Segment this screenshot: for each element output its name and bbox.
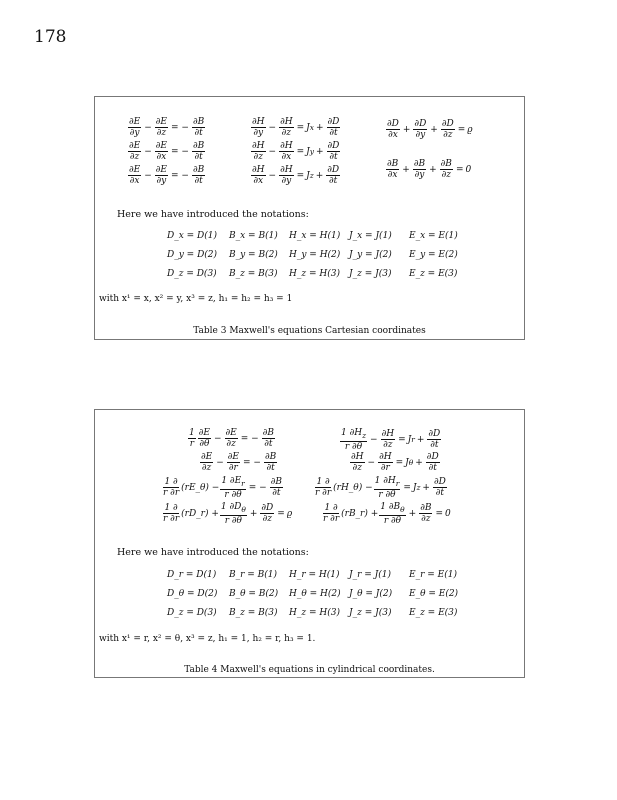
notation-row: D_z = D(3) B_z = B(3) H_z = H(3) J_z = J(3) E_z = E(3) <box>167 608 458 618</box>
with-line: with x¹ = x, x² = y, x³ = z, h₁ = h₂ = h₃ = 1 <box>99 294 293 304</box>
equation-div-b: $\frac{\partial B}{\partial x}$ + $\frac{\partial B}{\partial y}$ + $\frac{\partial B}{\partial z}$ = 0 <box>387 159 472 180</box>
equation-curl-h-y: $\frac{\partial H}{\partial z}$ − $\frac{\partial H}{\partial x}$ = J y + $\frac{\partial D}{\partial t}$ <box>252 141 340 162</box>
equation-curl-h-z: $\frac{1 \partial}{r \partial r}$ (rH_θ) − $\frac{1 \partial H_r}{r \partial\theta}$ = J z + $\frac{\partial D}{\partial t}$ <box>315 476 446 500</box>
with-line: with x¹ = r, x² = θ, x³ = z, h₁ = 1, h₂ = r, h₃ = 1. <box>99 634 316 644</box>
equation-div-b: $\frac{1 \partial}{r \partial r}$ (rB_r) + $\frac{1 \partial B_\theta}{r \partial\theta}$ + $\frac{\partial B}{\partial z}$ = 0 <box>323 502 451 526</box>
equation-curl-h-theta: $\frac{\partial H}{\partial z}$ − $\frac{\partial H}{\partial r}$ = J θ + $\frac{\partial D}{\partial t}$ <box>351 452 439 473</box>
table-3-box <box>94 96 525 340</box>
equation-curl-e-z: $\frac{1 \partial}{r \partial r}$ (rE_θ) − $\frac{1 \partial E_r}{r \partial\theta}$ = − $\frac{\partial B}{\partial t}$ <box>163 476 282 500</box>
equation-curl-e-y: $\frac{\partial E}{\partial z}$ − $\frac{\partial E}{\partial x}$ = − $\frac{\partial B}{\partial t}$ <box>129 141 205 162</box>
equation-div-d: $\frac{1 \partial}{r \partial r}$ (rD_r) + $\frac{1 \partial D_\theta}{r \partial\theta}$ + $\frac{\partial D}{\partial z}$ = ϱ <box>163 502 293 526</box>
notation-row: D_r = D(1) B_r = B(1) H_r = H(1) J_r = J(1) E_r = E(1) <box>167 570 457 580</box>
equation-curl-e-x: $\frac{\partial E}{\partial y}$ − $\frac{\partial E}{\partial z}$ = − $\frac{\partial B}{\partial t}$ <box>129 117 205 138</box>
equation-curl-e-z: $\frac{\partial E}{\partial x}$ − $\frac{\partial E}{\partial y}$ = − $\frac{\partial B}{\partial t}$ <box>129 165 205 186</box>
table-3-caption: Table 3 Maxwell's equations Cartesian coordinates <box>193 326 426 336</box>
page-number: 178 <box>34 27 67 47</box>
notation-row: D_z = D(3) B_z = B(3) H_z = H(3) J_z = J(3) E_z = E(3) <box>167 269 458 279</box>
equation-div-d: $\frac{\partial D}{\partial x}$ + $\frac{\partial D}{\partial y}$ + $\frac{\partial D}{\partial z}$ = ϱ <box>387 119 473 140</box>
table-4-box <box>94 409 525 678</box>
notation-row: D_x = D(1) B_x = B(1) H_x = H(1) J_x = J(1) E_x = E(1) <box>167 231 458 241</box>
equation-curl-e-r: $\frac{1}{r}$ $\frac{\partial E}{\partial\theta}$ − $\frac{\partial E}{\partial z}$ = − $\frac{\partial B}{\partial t}$ <box>189 428 274 449</box>
equation-curl-h-r: $\frac{1 \partial H_z}{r \partial\theta}$ − $\frac{\partial H}{\partial z}$ = J r + $\frac{\partial D}{\partial t}$ <box>341 428 441 452</box>
notation-intro: Here we have introduced the notations: <box>117 547 309 558</box>
notation-row: D_y = D(2) B_y = B(2) H_y = H(2) J_y = J(2) E_y = E(2) <box>167 250 458 260</box>
table-4-caption: Table 4 Maxwell's equations in cylindrical coordinates. <box>184 665 435 675</box>
notation-intro: Here we have introduced the notations: <box>117 209 309 220</box>
equation-curl-e-theta: $\frac{\partial E}{\partial z}$ − $\frac{\partial E}{\partial r}$ = − $\frac{\partial B}{\partial t}$ <box>201 452 277 473</box>
notation-row: D_θ = D(2) B_θ = B(2) H_θ = H(2) J_θ = J(2) E_θ = E(2) <box>167 589 459 599</box>
equation-curl-h-z: $\frac{\partial H}{\partial x}$ − $\frac{\partial H}{\partial y}$ = J z + $\frac{\partial D}{\partial t}$ <box>252 165 340 186</box>
equation-curl-h-x: $\frac{\partial H}{\partial y}$ − $\frac{\partial H}{\partial z}$ = J x + $\frac{\partial D}{\partial t}$ <box>252 117 340 138</box>
